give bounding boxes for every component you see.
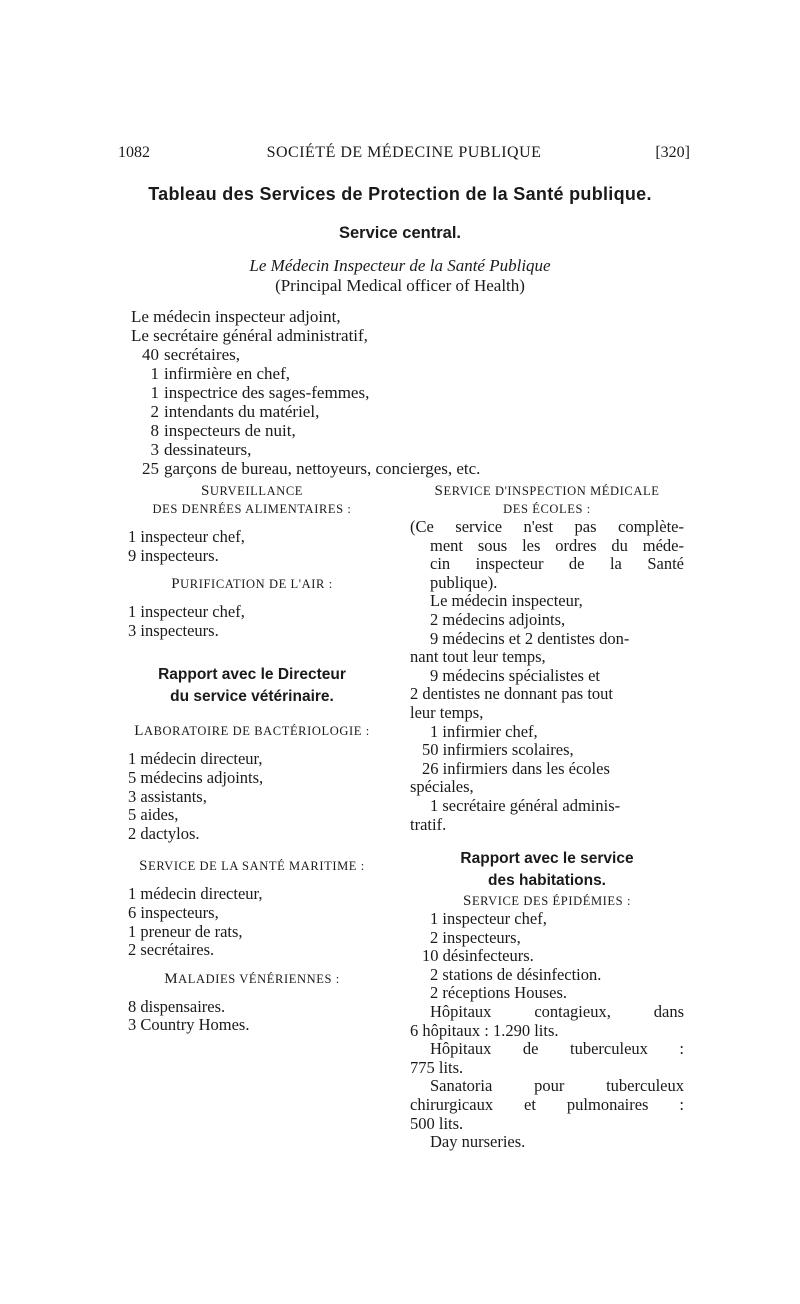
food-surveillance-caption: SURVEILLANCE DES DENRÉES ALIMENTAIRES : <box>152 483 352 516</box>
chief-officer <box>0 256 800 296</box>
running-header <box>118 144 690 166</box>
bracket-page-number: [320] <box>655 144 690 161</box>
list-item: Le secrétaire général administratif, <box>131 326 368 345</box>
text-line: Hôpitaux de tuberculeux : <box>430 1039 684 1059</box>
central-staff-list <box>131 307 691 478</box>
list-item: 6 inspecteurs, <box>128 902 219 922</box>
text-line: 9 médecins spécialistes et <box>430 665 600 685</box>
veterinary-heading: Rapport avec le Directeur du service vétérinaire. <box>158 666 346 706</box>
epidemics-caption: SERVICE DES ÉPIDÉMIES : <box>462 893 632 910</box>
text-line: leur temps, <box>410 702 484 722</box>
text-line: tratif. <box>410 814 447 834</box>
page-number: 1082 <box>118 144 150 161</box>
text-line: 50 infirmiers scolaires, <box>422 740 574 760</box>
list-item: 1 preneur de rats, <box>128 921 243 941</box>
list-item: 2 intendants du matériel, <box>150 402 320 421</box>
list-item: 8 inspecteurs de nuit, <box>150 421 296 440</box>
text-line: 1 infirmier chef, <box>430 721 538 741</box>
text-line: 1 secrétaire général adminis- <box>430 795 621 815</box>
left-column <box>116 482 388 1035</box>
text-line: Day nurseries. <box>430 1132 526 1152</box>
text-line: 2 dentistes ne donnant pas tout <box>410 684 614 704</box>
list-item: 2 secrétaires. <box>128 940 215 960</box>
text-line: 1 inspecteur chef, <box>430 909 547 929</box>
text-line: spéciales, <box>410 777 474 797</box>
list-item: 1 inspecteur chef, <box>128 527 245 546</box>
epidemics-text <box>410 910 684 1152</box>
text-line: publique). <box>430 572 498 592</box>
text-line: 2 stations de désinfection. <box>430 964 602 984</box>
text-line: ment sous les ordres du méde- <box>430 535 684 555</box>
table-title: Tableau des Services de Protection de la Santé publique. <box>148 184 652 204</box>
school-inspection-text <box>410 518 684 834</box>
text-line: nant tout leur temps, <box>410 647 546 667</box>
list-item: 3 assistants, <box>128 786 207 806</box>
chief-title-fr: Le Médecin Inspecteur de la Santé Publique <box>249 256 551 275</box>
text-line: 2 réceptions Houses. <box>430 983 568 1003</box>
list-item: 3 inspecteurs. <box>128 620 219 640</box>
air-purification-caption: PURIFICATION DE L'AIR : <box>171 576 333 593</box>
list-item: 1 inspecteur chef, <box>128 602 245 622</box>
right-column <box>410 482 684 1152</box>
maritime-health-caption: SERVICE DE LA SANTÉ MARITIME : <box>139 858 365 875</box>
list-item: 1 médecin directeur, <box>128 749 263 769</box>
venereal-diseases-caption: MALADIES VÉNÉRIENNES : <box>164 970 340 987</box>
list-item: 1 infirmière en chef, <box>150 364 291 383</box>
list-item: 5 médecins adjoints, <box>128 767 264 787</box>
list-item: 9 inspecteurs. <box>128 545 219 565</box>
list-item: 40 secrétaires, <box>142 345 240 364</box>
text-line: 9 médecins et 2 dentistes don- <box>430 628 630 648</box>
text-line: Le médecin inspecteur, <box>430 591 583 611</box>
housing-heading: Rapport avec le service des habitations. <box>460 850 634 890</box>
text-line: chirurgicaux et pulmonaires : <box>410 1095 684 1115</box>
text-line: Hôpitaux contagieux, dans <box>430 1002 684 1022</box>
text-line: (Ce service n'est pas complète- <box>410 517 684 536</box>
text-line: 6 hôpitaux : 1.290 lits. <box>410 1020 559 1040</box>
school-inspection-caption: SERVICE D'INSPECTION MÉDICALE DES ÉCOLES : <box>434 483 660 516</box>
list-item: 8 dispensaires. <box>128 996 226 1016</box>
central-service-heading: Service central. <box>339 224 461 242</box>
list-item: 1 inspectrice des sages-femmes, <box>150 383 370 402</box>
list-item: 5 aides, <box>128 805 179 825</box>
list-item: 2 dactylos. <box>128 823 200 843</box>
list-item: Le médecin inspecteur adjoint, <box>131 307 341 326</box>
bacteriology-caption: LABORATOIRE DE BACTÉRIOLOGIE : <box>134 723 370 740</box>
text-line: 2 inspecteurs, <box>430 927 521 947</box>
running-title: SOCIÉTÉ DE MÉDECINE PUBLIQUE <box>266 144 542 161</box>
text-line: cin inspecteur de la Santé <box>430 554 684 574</box>
list-item: 25 garçons de bureau, nettoyeurs, concierges, etc. <box>142 459 481 478</box>
text-line: 26 infirmiers dans les écoles <box>422 758 610 778</box>
list-item: 1 médecin directeur, <box>128 884 263 904</box>
text-line: 500 lits. <box>410 1113 464 1133</box>
list-item: 3 Country Homes. <box>128 1015 250 1035</box>
text-line: Sanatoria pour tuberculeux <box>430 1076 684 1096</box>
text-line: 10 désinfecteurs. <box>422 946 534 966</box>
list-item: 3 dessinateurs, <box>150 440 252 459</box>
text-line: 775 lits. <box>410 1057 464 1077</box>
text-line: 2 médecins adjoints, <box>430 609 566 629</box>
chief-title-en: (Principal Medical officer of Health) <box>275 276 525 295</box>
